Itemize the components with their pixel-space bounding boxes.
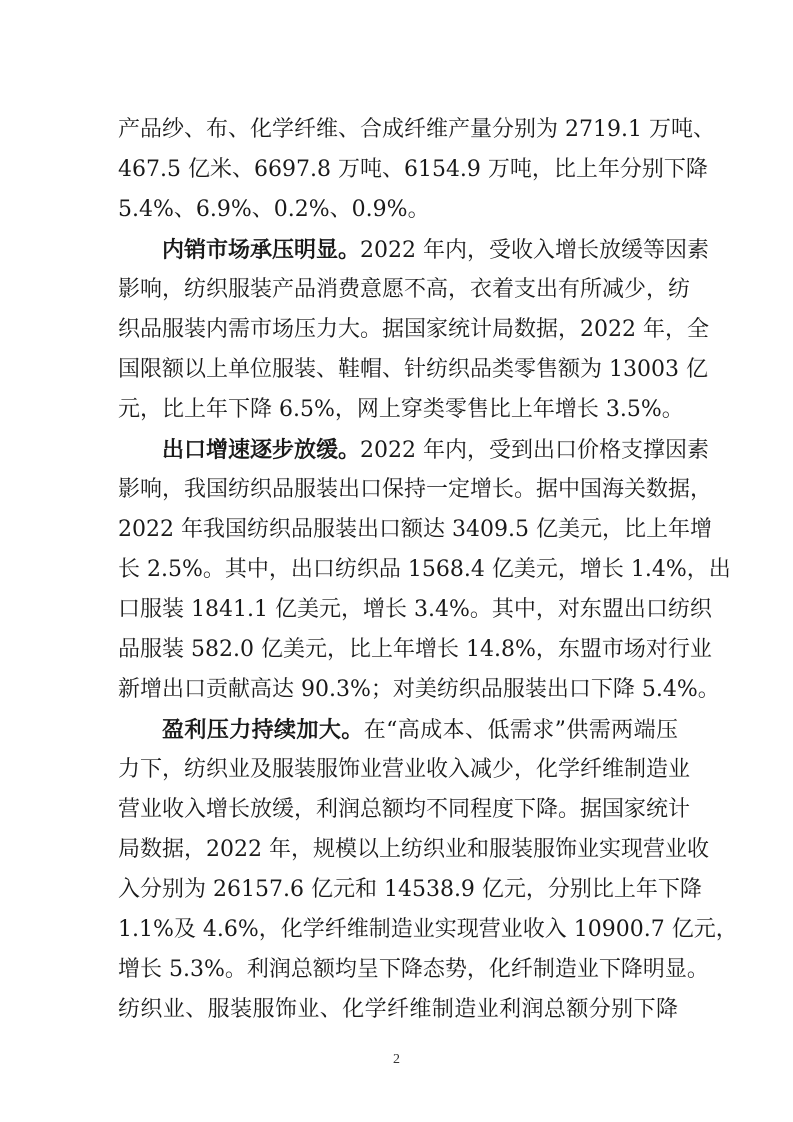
paragraph-first-line xyxy=(162,710,678,750)
paragraph-first-line xyxy=(162,430,709,470)
text-line: 467.5 亿米、6697.8 万吨、6154.9 万吨，比上年分别下降 xyxy=(118,157,708,182)
text-line: 长 2.5%。其中，出口纺织品 1568.4 亿美元，增长 1.4%，出 xyxy=(118,557,731,582)
text-span: 2022 年内，受到出口价格支撑因素 xyxy=(360,438,709,463)
text-line: 增长 5.3%。利润总额均呈下降态势，化纤制造业下降明显。 xyxy=(118,957,709,982)
text-line: 1.1%及 4.6%，化学纤维制造业实现营业收入 10900.7 亿元， xyxy=(118,917,738,942)
text-line: 元，比上年下降 6.5%，网上穿类零售比上年增长 3.5%。 xyxy=(118,397,684,422)
text-line: 营业收入增长放缓，利润总额均不同程度下降。据国家统计 xyxy=(118,797,691,822)
text-line: 新增出口贡献高达 90.3%；对美纺织品服装出口下降 5.4%。 xyxy=(118,677,720,702)
page-number: 2 xyxy=(393,1052,400,1067)
paragraph-heading: 出口增速逐步放缓。 xyxy=(162,437,361,463)
text-line: 局数据，2022 年，规模以上纺织业和服装服饰业实现营业收 xyxy=(118,837,709,862)
text-line: 织品服装内需市场压力大。据国家统计局数据，2022 年，全 xyxy=(118,317,709,342)
text-line: 影响，我国纺织品服装出口保持一定增长。据中国海关数据， xyxy=(118,477,713,502)
paragraph-heading: 盈利压力持续加大。 xyxy=(162,717,364,743)
text-line: 产品纱、布、化学纤维、合成纤维产量分别为 2719.1 万吨、 xyxy=(118,117,715,142)
text-span: 2022 年内，受收入增长放缓等因素 xyxy=(360,238,709,263)
paragraph-first-line xyxy=(162,230,709,270)
text-line: 2022 年我国纺织品服装出口额达 3409.5 亿美元，比上年增 xyxy=(118,517,712,542)
text-line: 纺织业、服装服饰业、化学纤维制造业利润总额分别下降 xyxy=(118,997,678,1022)
text-span: 在“高成本、低需求”供需两端压 xyxy=(363,718,678,743)
text-line: 5.4%、6.9%、0.2%、0.9%。 xyxy=(118,197,430,222)
text-line: 入分别为 26157.6 亿元和 14538.9 亿元，分别比上年下降 xyxy=(118,877,702,902)
text-line: 品服装 582.0 亿美元，比上年增长 14.8%，东盟市场对行业 xyxy=(118,637,712,662)
paragraph-heading: 内销市场承压明显。 xyxy=(162,237,361,263)
text-line: 力下，纺织业及服装服饰业营业收入减少，化学纤维制造业 xyxy=(118,757,691,782)
text-line: 口服装 1841.1 亿美元，增长 3.4%。其中，对东盟出口纺织 xyxy=(118,597,712,622)
text-line: 国限额以上单位服装、鞋帽、针纺织品类零售额为 13003 亿 xyxy=(118,357,708,382)
text-line: 影响，纺织服装产品消费意愿不高，衣着支出有所减少，纺 xyxy=(118,277,691,302)
